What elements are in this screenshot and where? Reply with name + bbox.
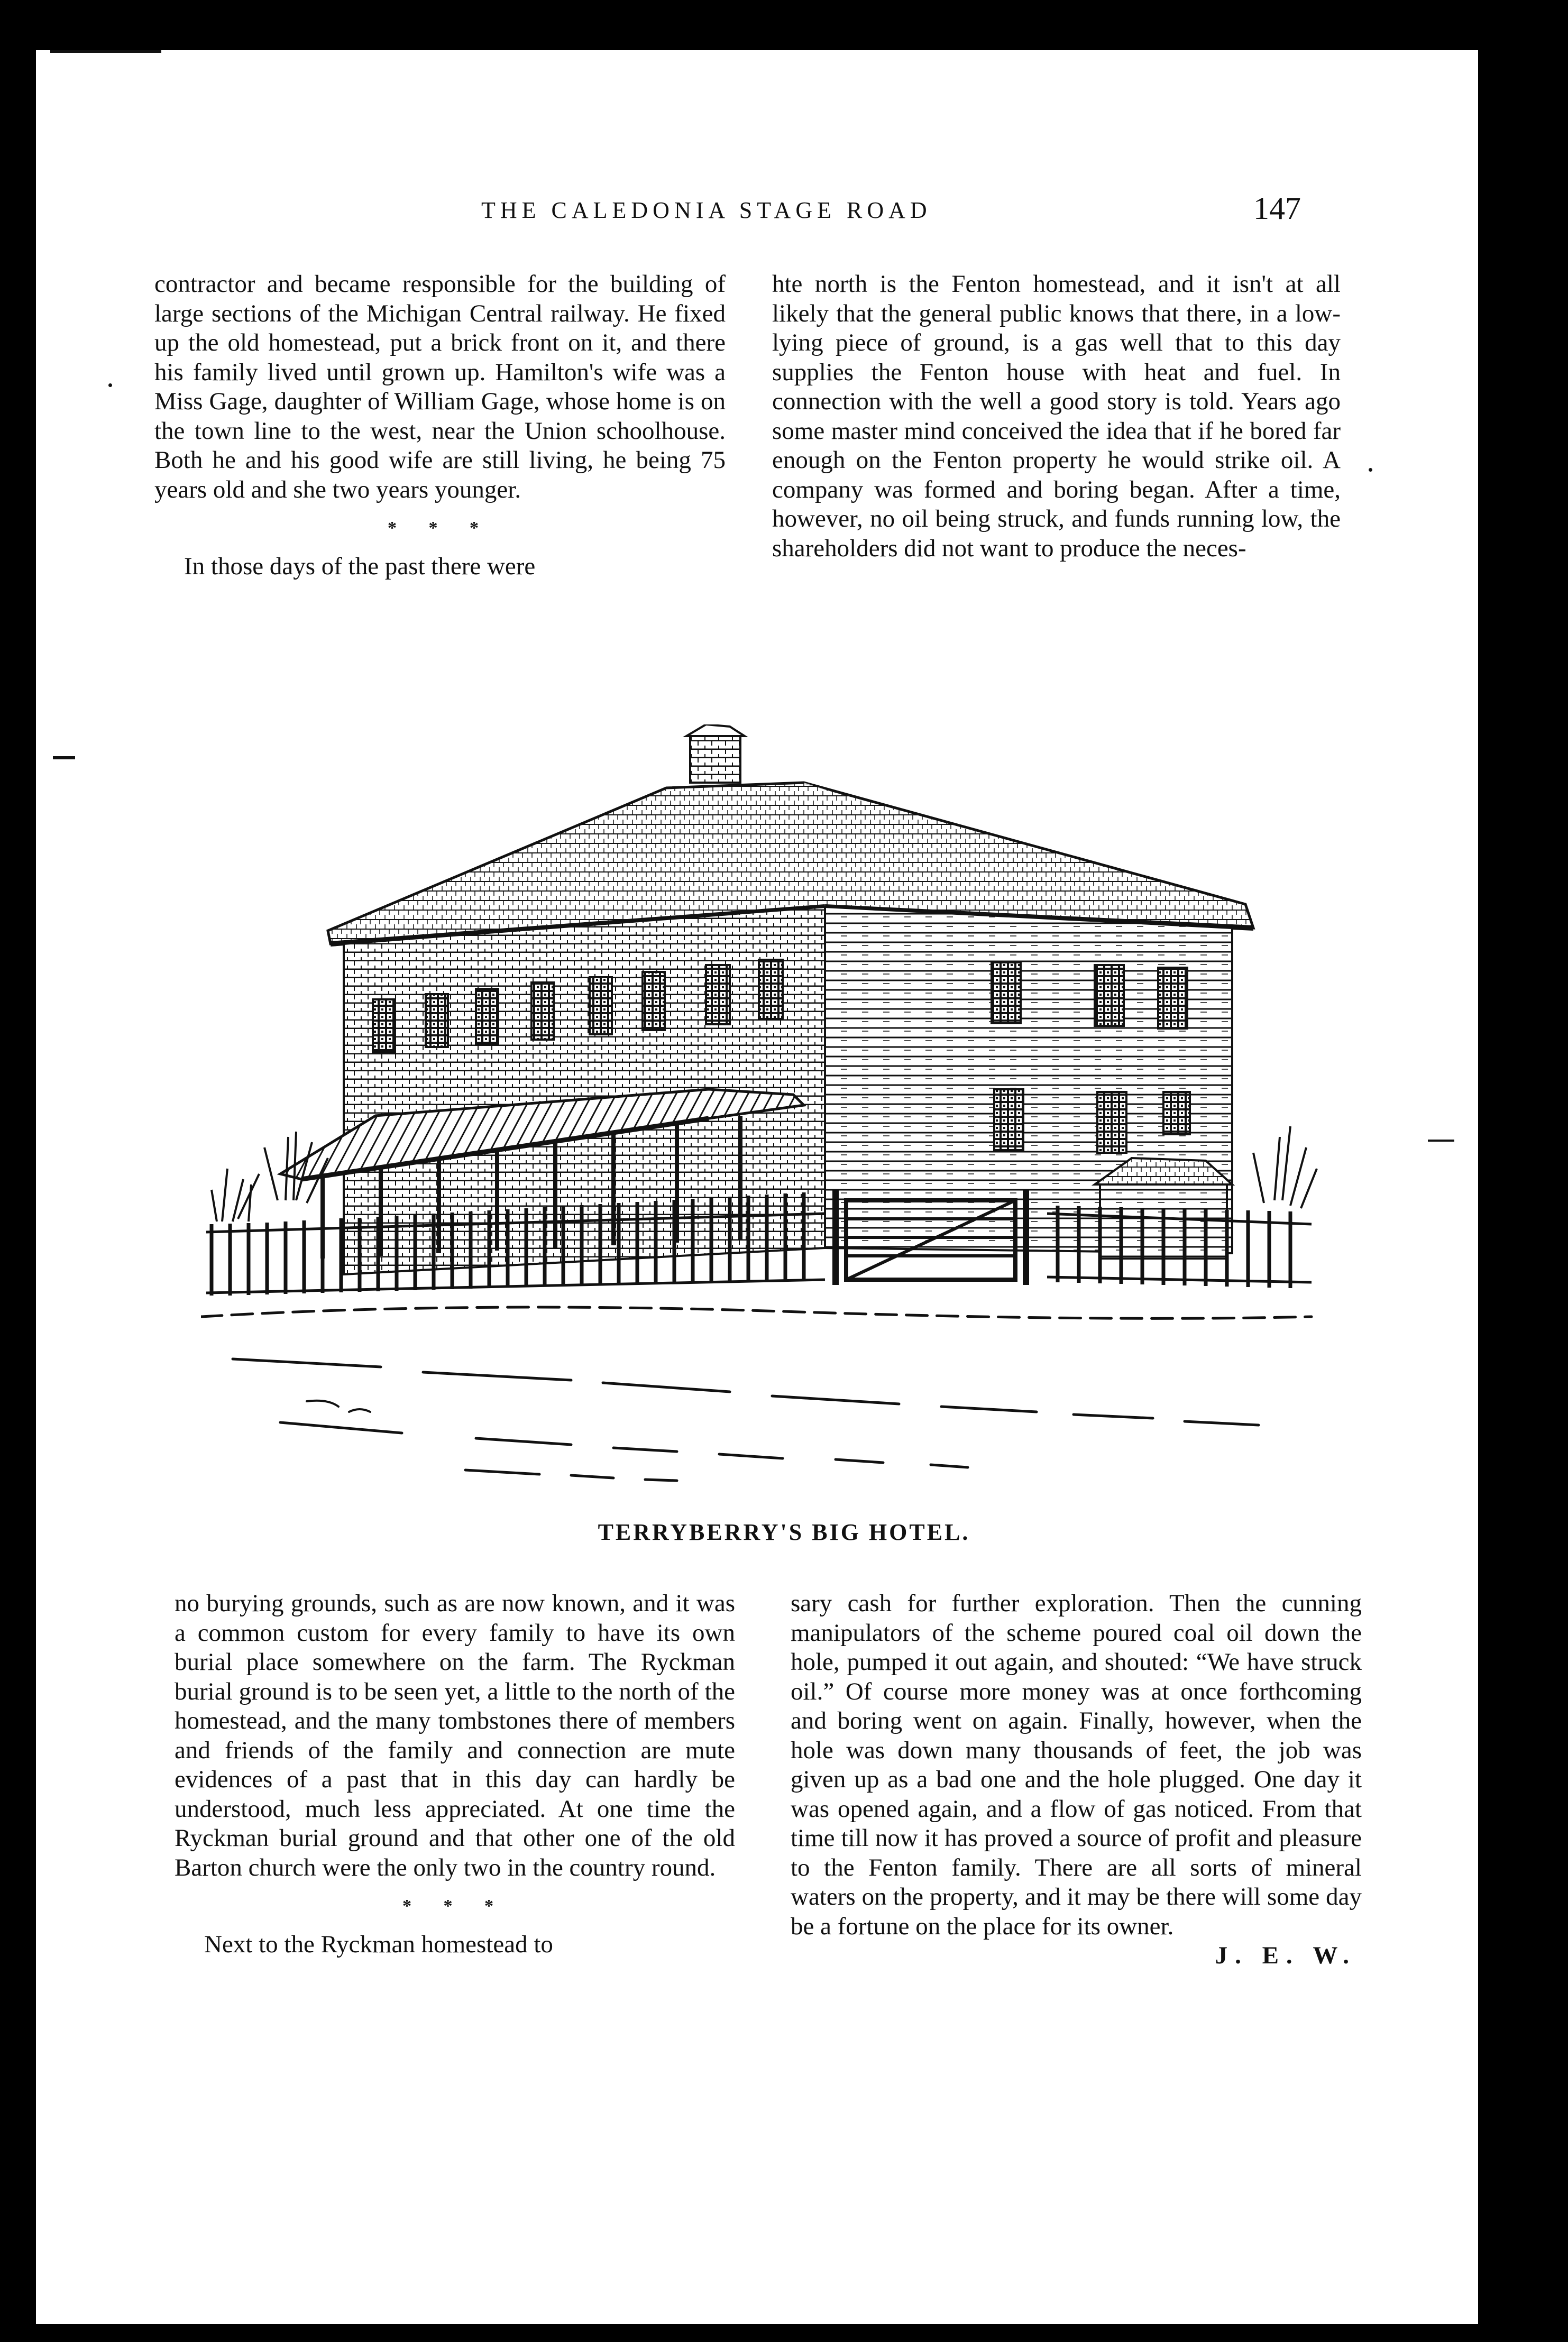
paragraph: Next to the Ryckman homestead to [204,1931,553,1958]
section-break: * * * [402,1896,507,1916]
column-bottom-left [175,1589,735,1960]
paragraph: hte north is the Fenton homestead, and it isn't at all likely that the general public knows that there, in a low-lying piece of ground, is a gas well that to this day supplies the Fenton house with heat and fuel. In connection with the well a good story is told. Years ago some master mind conceived the idea that if he bored far enough on the Fenton property he would strike oil. A company was formed and boring began. After a time, however, no oil being struck, and funds running low, the shareholders did not want to produce the neces- [772,270,1341,562]
column-top-left [154,270,726,582]
column-top-right [772,270,1341,563]
running-head: THE CALEDONIA STAGE ROAD [481,197,932,223]
scan-speck [53,756,75,759]
scan-speck [1369,468,1372,472]
column-bottom-right [791,1589,1362,1971]
road [201,1307,1312,1481]
page-edge-shadow [1478,69,1531,2279]
scan-speck [1428,1140,1454,1142]
scan-speck [50,50,161,53]
page-number: 147 [1253,191,1301,226]
chimney [686,724,745,783]
scan-speck [108,383,112,387]
paragraph: sary cash for further exploration. Then the cunning manipulators of the scheme poured coal oil down the hole, pumped it out again, and shouted: “We have struck oil.” Of course more money was at once forthcoming and boring went on again. Finally, however, when the hole was down many thousands of feet, the job was given up as a bad one and the hole plugged. One day it was opened again, and a flow of gas noticed. From that time till now it has proved a source of profit and pleasure to the Fenton family. There are all sorts of mineral waters on the property, and it may be there will some day be a fortune on the place for its owner. [791,1590,1362,1940]
paragraph: contractor and became responsible for the building of large sections of the Michigan Central railway. He fixed up the old homestead, put a brick front on it, and there his family lived until grown up. Hamilton's wife was a Miss Gage, daughter of William Gage, whose home is on the town line to the west, near the Union schoolhouse. Both he and his good wife are still living, he being 75 years old and she two years younger. [154,270,726,503]
hotel-illustration [201,724,1330,1502]
paragraph: In those days of the past there were [184,553,536,580]
illustration-caption: TERRYBERRY'S BIG HOTEL. [598,1519,970,1545]
author-initials: J. E. W. [1215,1942,1356,1969]
section-break: * * * [388,518,492,538]
paragraph: no burying grounds, such as are now known, and it was a common custom for every family to have its own burial place somewhere on the farm. The Ryckman burial ground is to be seen yet, a little to the north of the homestead, and the many tombstones there of members and friends of the family and connection are mute evidences of a past that in this day can hardly be understood, much less appreciated. At one time the Ryckman burial ground and that other one of the old Barton church were the only two in the country round. [175,1590,735,1881]
